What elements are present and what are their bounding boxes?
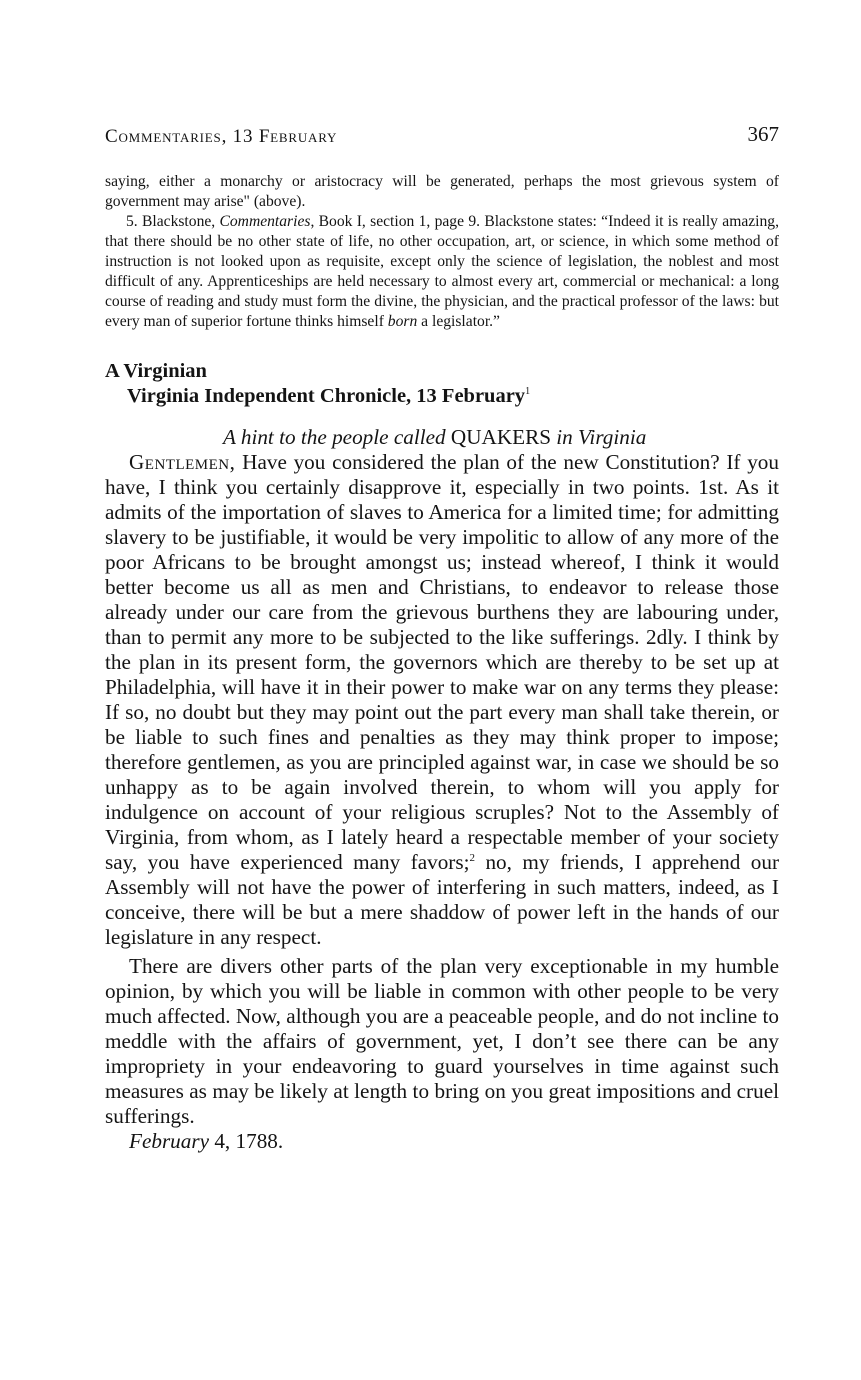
note-5-text-b: a legislator.” [417, 313, 500, 330]
note-5-lead: 5. Blackstone, [126, 213, 220, 230]
salutation: Gentlemen, [129, 450, 236, 474]
article-title: A Virginian [105, 360, 207, 382]
running-head [105, 118, 779, 158]
note-5-work: Commentaries [219, 213, 311, 230]
article-source-text: Virginia Independent Chronicle, 13 February [127, 385, 526, 407]
article-body [105, 425, 779, 1154]
paragraph-1-text-b: no, my friends, I apprehend our Assembly will not have the power of interfering in such matters, indeed, as I conceive, there will be but a mere shaddow of power left in the hands of our legislature in any respect. [105, 850, 779, 949]
note-5-text-a: , Book I, section 1, page 9. Blackstone states: “Indeed it is really amazing, that there should be no other state of life, no other occupation, art, or science, in which some method of instruction is not looked upon as requisite, except only the science of legislation, the noblest and most difficult of any. Apprenticeships are held necessary to almost every art, commercial or mechanical: a long course of reading and study must form the divine, the physician, and the practical professor of the laws: but every man of superior fortune thinks himself [105, 213, 779, 330]
article-source [105, 384, 779, 409]
date-month: February [129, 1129, 210, 1153]
paragraph-1-note-ref[interactable]: 2 [469, 852, 475, 864]
hint-quakers: QUAKERS [450, 425, 551, 449]
hint-post: in Virginia [550, 425, 647, 449]
hint-line [105, 425, 779, 450]
source-note-ref[interactable]: 1 [525, 386, 531, 397]
dateline [105, 1129, 779, 1154]
note-continuation: saying, either a monarchy or aristocracy will be generated, perhaps the most grievous system of government may arise" (above). [105, 173, 779, 210]
paragraph-2: There are divers other parts of the plan very exceptionable in my humble opinion, by which you will be liable in common with other people to be very much affected. Now, although you are a peaceable people, and do not incline to meddle with the affairs of government, yet, I don’t see there can be any impropriety in your endeavoring to guard yourselves in time against such measures as may be likely at length to bring on you great impositions and cruel sufferings. [105, 954, 779, 1128]
hint-pre: A hint to the people called [223, 425, 451, 449]
note-5-emphasis: born [387, 313, 418, 330]
paragraph-1-text-a: Have you considered the plan of the new Constitution? If you have, I think you certainly disapprove it, especially in two points. 1st. As it admits of the importation of slaves to America for a limited time; for admitting slavery to be justifiable, it would be very impolitic to allow of any more of the poor Africans to be brought amongst us; instead whereof, I think it would better become us all as men and Christians, to endeavor to release those already under our care from the grievous burthens they are labouring under, than to permit any more to be subjected to the like sufferings. 2dly. I think by the plan in its present form, the governors which are thereby to be set up at Philadelphia, will have it in their power to make war on any terms they please: If so, no doubt but they may point out the part every man shall take therein, or be liable to such fines and penalties as they may think proper to impose; therefore gentlemen, as you are principled against war, in case we should be so unhappy as to be again involved therein, to whom will you apply for indulgence on account of your religious scruples? Not to the Assembly of Virginia, from whom, as I lately heard a respectable member of your society say, you have experienced many favors; [105, 450, 779, 874]
footnotes [105, 172, 779, 332]
document-page [105, 118, 779, 1154]
note-5 [105, 212, 779, 332]
article-heading [105, 359, 779, 409]
page-number: 367 [747, 122, 779, 146]
date-rest: 4, 1788. [209, 1129, 284, 1153]
running-title: Commentaries, 13 February [105, 126, 338, 147]
paragraph-1 [105, 450, 779, 950]
